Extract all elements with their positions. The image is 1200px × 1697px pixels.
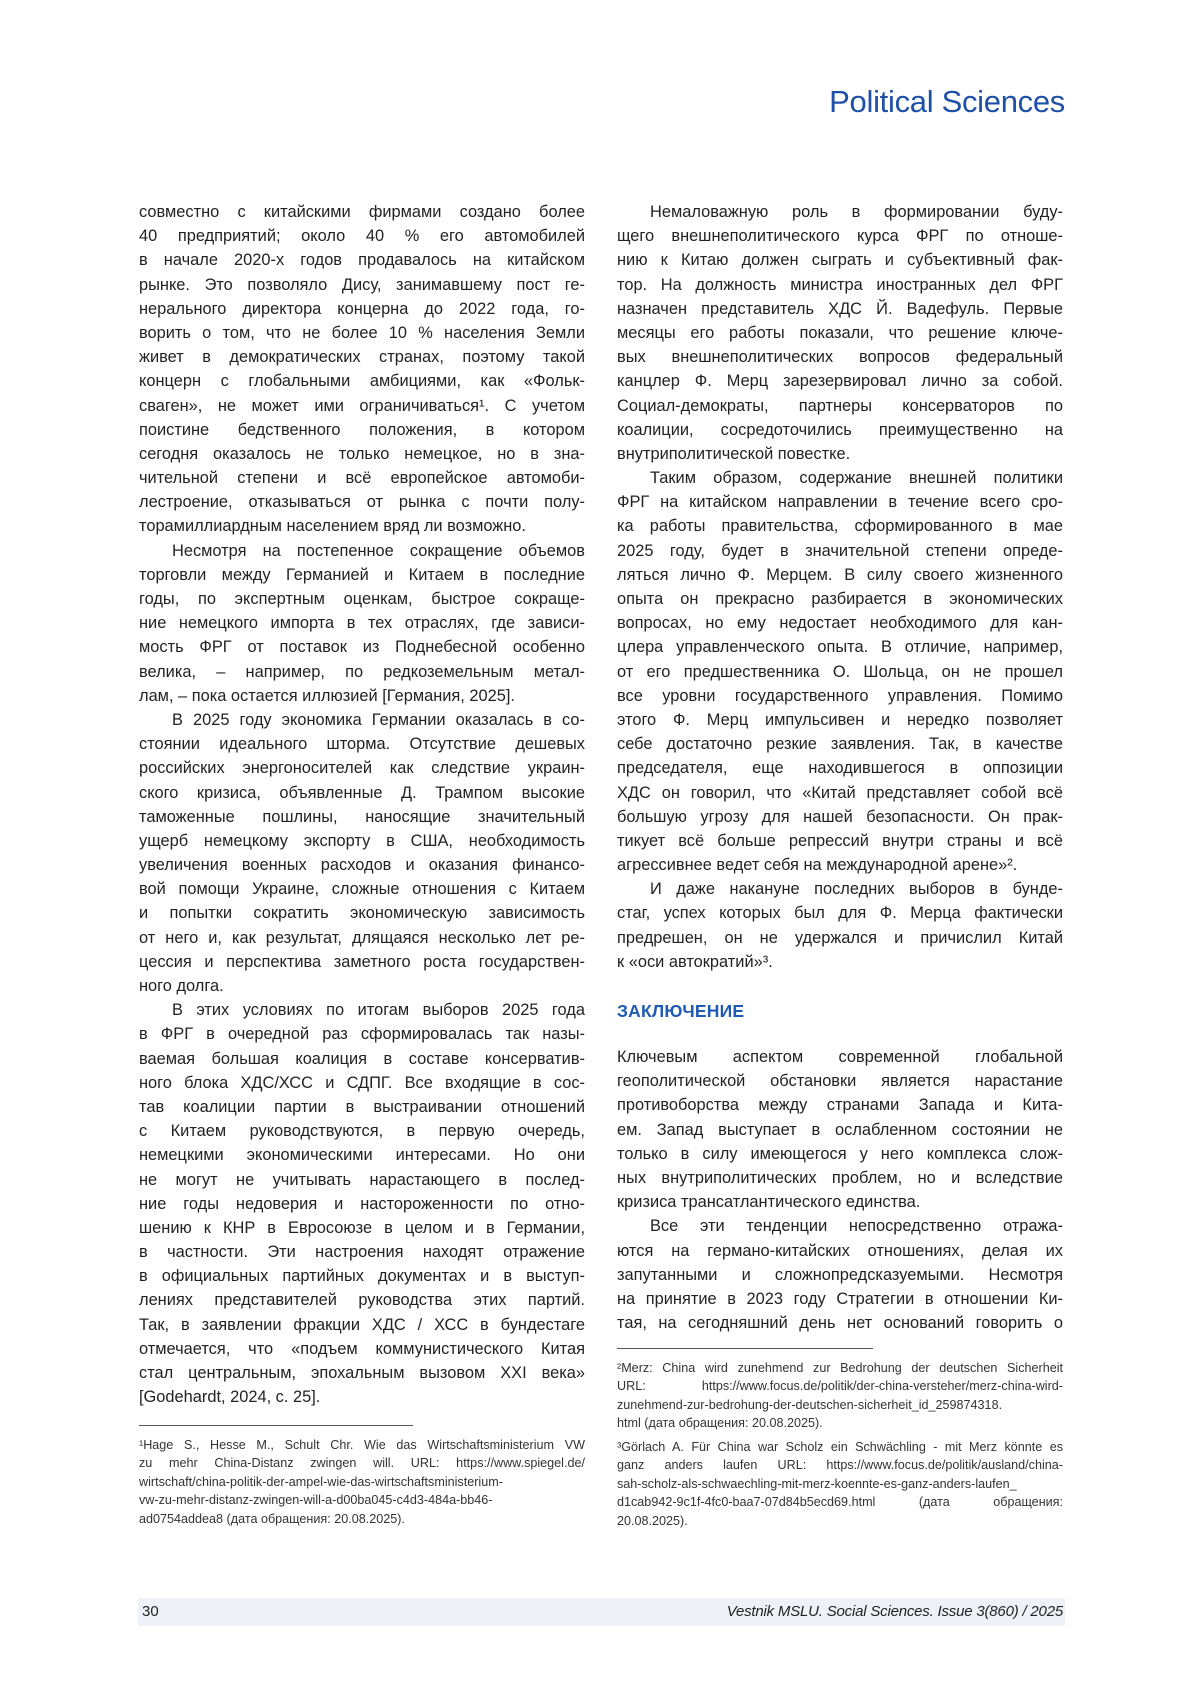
text-line: стаг, успех которых был для Ф. Мерца фактически (617, 901, 1063, 925)
footnote-3 (617, 1438, 1063, 1530)
text-line: в начале 2020-х годов продавалось на китайском (139, 248, 585, 272)
text-line: на принятие в 2023 году Стратегии в отношении Ки- (617, 1287, 1063, 1311)
text-line: годы, по экспертным оценкам, быстрое сокраще- (139, 587, 585, 611)
text-line: Несмотря на постепенное сокращение объемов (139, 539, 585, 563)
text-line: мость ФРГ от поставок из Поднебесной особенно (139, 635, 585, 659)
text-line: шению к КНР в Евросоюзе в целом и в Германии, (139, 1216, 585, 1240)
text-line: Все эти тенденции непосредственно отража- (617, 1214, 1063, 1238)
text-line: большую угрозу для нашей безопасности. Он прак- (617, 805, 1063, 829)
text-line: ¹Hage S., Hesse M., Schult Chr. Wie das Wirtschaftsministerium VW (139, 1436, 585, 1454)
text-line: ²Merz: China wird zunehmend zur Bedrohung der deutschen Sicherheit (617, 1359, 1063, 1377)
conclusion-heading: ЗАКЛЮЧЕНИЕ (617, 999, 744, 1023)
text-line: d1cab942-9c1f-4fc0-baa7-07d84b5ecd69.html (дата обращения: (617, 1493, 1063, 1511)
text-line: геополитической обстановки является нарастание (617, 1069, 1063, 1093)
text-line: от его предшественника О. Шольца, он не прошел (617, 660, 1063, 684)
text-line: с Китаем руководствуются, в первую очередь, (139, 1119, 585, 1143)
text-line: отмечается, что «подъем коммунистического Китая (139, 1337, 585, 1361)
text-line: этого Ф. Мерц импульсивен и нередко позволяет (617, 708, 1063, 732)
right-column (617, 200, 1063, 974)
text-line: В 2025 году экономика Германии оказалась в со- (139, 708, 585, 732)
text-line: ного долга. (139, 974, 585, 998)
text-line: только в силу имеющегося у него комплекса слож- (617, 1142, 1063, 1166)
page-footer (138, 1598, 1065, 1626)
footnote-2 (617, 1359, 1063, 1433)
text-line: вопросах, но ему недостает необходимого для кан- (617, 611, 1063, 635)
text-line: лениях представителей руководства этих партий. (139, 1288, 585, 1312)
text-line: все уровни государственного управления. Помимо (617, 684, 1063, 708)
text-line: ворить о том, что не более 10 % населения Земли (139, 321, 585, 345)
text-line: чительной степени и всё европейское автомоби- (139, 466, 585, 490)
text-line: ущерб немецкому экспорту в США, необходимость (139, 829, 585, 853)
text-line: ного блока ХДС/ХСС и СДПГ. Все входящие в сос- (139, 1071, 585, 1095)
paragraph (139, 708, 585, 998)
text-line: sah-scholz-als-schwaechling-mit-merz-koennte-es-ganz-anders-laufen_ (617, 1475, 1063, 1493)
text-line: Так, в заявлении фракции ХДС / ХСС в бундестаге (139, 1313, 585, 1337)
paragraph (139, 998, 585, 1409)
text-line: немецкими экономическими интересами. Но они (139, 1143, 585, 1167)
text-line: 2025 году, будет в значительной степени опреде- (617, 539, 1063, 563)
text-line: в официальных партийных документах и в выступ- (139, 1264, 585, 1288)
text-line: Немаловажную роль в формировании буду- (617, 200, 1063, 224)
text-line: назначен представитель ХДС Й. Вадефуль. Первые (617, 297, 1063, 321)
text-line: html (дата обращения: 20.08.2025). (617, 1414, 1063, 1432)
paragraph (617, 1214, 1063, 1335)
conclusion-section (617, 1045, 1063, 1335)
text-line: тор. На должность министра иностранных дел ФРГ (617, 273, 1063, 297)
text-line: щего внешнеполитического курса ФРГ по отноше- (617, 224, 1063, 248)
text-line: тая, на сегодняшний день нет оснований говорить о (617, 1311, 1063, 1335)
text-line: ФРГ на китайском направлении в течение всего сро- (617, 490, 1063, 514)
text-line: ние немецкого импорта в тех отраслях, где зависи- (139, 611, 585, 635)
text-line: ского кризиса, объявленные Д. Трампом высокие (139, 781, 585, 805)
text-line: ваемая большая коалиция в составе консерватив- (139, 1047, 585, 1071)
text-line: vw-zu-mehr-distanz-zwingen-will-a-d00ba045-c4d3-484a-bb46- (139, 1491, 585, 1509)
text-line: ние годы недоверия и настороженности по отно- (139, 1192, 585, 1216)
text-line: [Godehardt, 2024, с. 25]. (139, 1385, 585, 1409)
text-line: ad0754addea8 (дата обращения: 20.08.2025). (139, 1510, 585, 1528)
text-line: от него и, как результат, длящаяся несколько лет ре- (139, 926, 585, 950)
text-line: торамиллиардным населением вряд ли возможно. (139, 514, 585, 538)
text-line: к «оси автократий»³. (617, 950, 1063, 974)
text-line: ganz anders laufen URL: https://www.focus.de/politik/ausland/china- (617, 1456, 1063, 1474)
footnote-1 (139, 1436, 585, 1528)
text-line: российских энергоносителей как следствие украин- (139, 756, 585, 780)
journal-citation: Vestnik MSLU. Social Sciences. Issue 3(860) / 2025 (727, 1603, 1063, 1620)
text-line: zu mehr China-Distanz zwingen will. URL: https://www.spiegel.de/ (139, 1454, 585, 1472)
text-line: лам, – пока остается иллюзией [Германия, 2025]. (139, 684, 585, 708)
text-line: ляться лично Ф. Мерцем. В силу своего жизненного (617, 563, 1063, 587)
text-line: кризиса трансатлантического единства. (617, 1190, 1063, 1214)
text-line: сваген», не может ими ограничиваться¹. С учетом (139, 394, 585, 418)
text-line: ем. Запад выступает в ослабленном состоянии не (617, 1118, 1063, 1142)
paragraph (617, 200, 1063, 466)
text-line: И даже накануне последних выборов в бунде- (617, 877, 1063, 901)
text-line: вых внешнеполитических вопросов федеральный (617, 345, 1063, 369)
text-line: себе достаточно резкие заявления. Так, в качестве (617, 732, 1063, 756)
text-line: Социал-демократы, партнеры консерваторов по (617, 394, 1063, 418)
text-line: внутриполитической повестке. (617, 442, 1063, 466)
text-line: цлера управленческого опыта. В отличие, например, (617, 635, 1063, 659)
text-line: вой помощи Украине, сложные отношения с Китаем (139, 877, 585, 901)
text-line: ных внутриполитических проблем, но и вследствие (617, 1166, 1063, 1190)
paragraph (617, 877, 1063, 974)
text-line: в частности. Эти настроения находят отражение (139, 1240, 585, 1264)
paragraph (617, 1045, 1063, 1214)
text-line: председателя, еще находившегося в оппозиции (617, 756, 1063, 780)
text-line: тав коалиции партии в выстраивании отношений (139, 1095, 585, 1119)
text-line: ются на германо-китайских отношениях, делая их (617, 1239, 1063, 1263)
paragraph (617, 466, 1063, 877)
text-line: в ФРГ в очередной раз сформировалась так назы- (139, 1022, 585, 1046)
text-line: 40 предприятий; около 40 % его автомобилей (139, 224, 585, 248)
text-line: wirtschaft/china-politik-der-ampel-wie-das-wirtschaftsministerium- (139, 1473, 585, 1491)
footnote-divider (139, 1425, 413, 1426)
text-line: В этих условиях по итогам выборов 2025 года (139, 998, 585, 1022)
text-line: таможенные пошлины, наносящие значительный (139, 805, 585, 829)
text-line: месяцы его работы показали, что решение ключе- (617, 321, 1063, 345)
text-line: URL: https://www.focus.de/politik/der-china-versteher/merz-china-wird- (617, 1377, 1063, 1395)
text-line: стоянии идеального шторма. Отсутствие дешевых (139, 732, 585, 756)
text-line: и попытки сократить экономическую зависимость (139, 901, 585, 925)
text-line: сегодня оказалось не только немецкое, но в зна- (139, 442, 585, 466)
text-line: опыта он прекрасно разбирается в экономических (617, 587, 1063, 611)
text-line: живет в демократических странах, поэтому такой (139, 345, 585, 369)
text-line: Ключевым аспектом современной глобальной (617, 1045, 1063, 1069)
text-line: увеличения военных расходов и оказания финансо- (139, 853, 585, 877)
text-line: канцлер Ф. Мерц зарезервировал лично за собой. (617, 369, 1063, 393)
paragraph (139, 200, 585, 539)
text-line: запутанными и сложнопредсказуемыми. Несмотря (617, 1263, 1063, 1287)
text-line: противоборства между странами Запада и Кита- (617, 1093, 1063, 1117)
text-line: стал центральным, эпохальным вызовом XXI века» (139, 1361, 585, 1385)
text-line: велика, – например, по редкоземельным метал- (139, 660, 585, 684)
page-number: 30 (142, 1603, 159, 1620)
text-line: поистине бедственного положения, в котором (139, 418, 585, 442)
text-line: нию к Китаю должен сыграть и субъективный фак- (617, 248, 1063, 272)
text-line: нерального директора концерна до 2022 года, го- (139, 297, 585, 321)
text-line: концерн с глобальными амбициями, как «Фольк- (139, 369, 585, 393)
text-line: рынке. Это позволяло Дису, занимавшему пост ге- (139, 273, 585, 297)
text-line: Таким образом, содержание внешней политики (617, 466, 1063, 490)
text-line: лестроение, отказываться от рынка с почти полу- (139, 490, 585, 514)
text-line: 20.08.2025). (617, 1512, 1063, 1530)
left-column (139, 200, 585, 1409)
text-line: zunehmend-zur-bedrohung-der-deutschen-sicherheit_id_259874318. (617, 1396, 1063, 1414)
text-line: коалиции, сосредоточились преимущественно на (617, 418, 1063, 442)
text-line: ка работы правительства, сформированного в мае (617, 514, 1063, 538)
text-line: ХДС он говорил, что «Китай представляет собой всё (617, 781, 1063, 805)
text-line: агрессивнее ведет себя на международной арене»². (617, 853, 1063, 877)
text-line: цессия и перспектива заметного роста государствен- (139, 950, 585, 974)
text-line: совместно с китайскими фирмами создано более (139, 200, 585, 224)
text-line: не могут не учитывать нарастающего в послед- (139, 1168, 585, 1192)
paragraph (139, 539, 585, 708)
footnote-divider (617, 1348, 873, 1349)
section-title: Political Sciences (829, 84, 1065, 120)
text-line: ³Görlach A. Für China war Scholz ein Schwächling - mit Merz könnte es (617, 1438, 1063, 1456)
text-line: тикует всё больше репрессий внутри страны и всё (617, 829, 1063, 853)
text-line: предрешен, он не удержался и причислил Китай (617, 926, 1063, 950)
text-line: торговли между Германией и Китаем в последние (139, 563, 585, 587)
